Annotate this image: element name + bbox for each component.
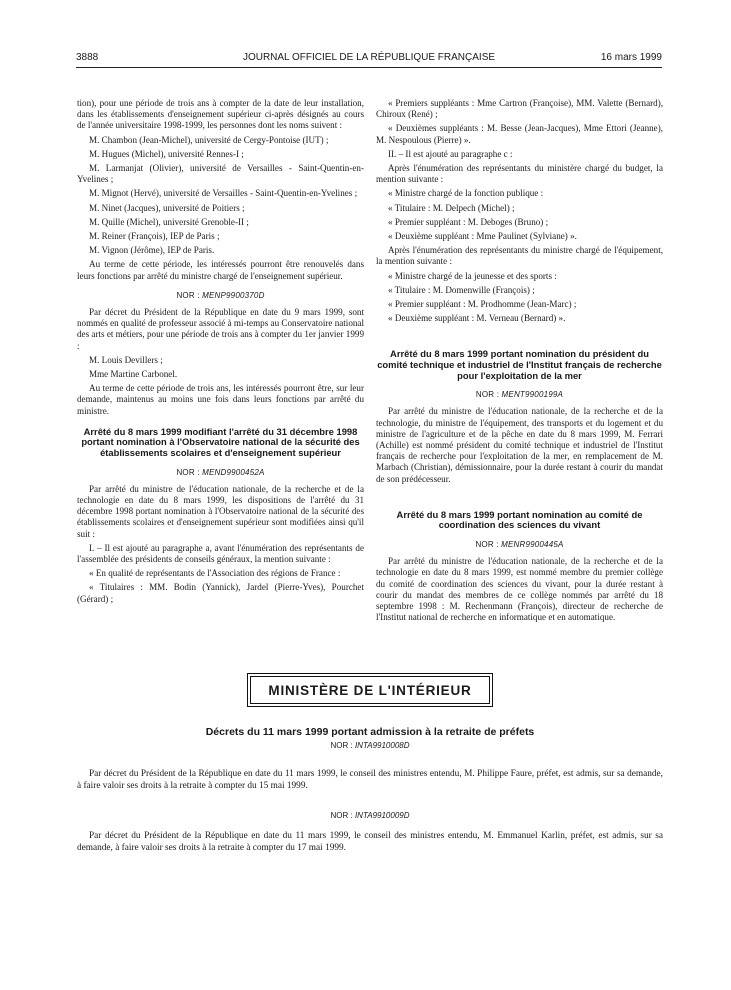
nor-code: INTA9910009D — [354, 811, 410, 820]
paragraph: I. – Il est ajouté au paragraphe a, avant l'énumération des représentants de l'assemblée des présidents de conseils généraux, la mention suivante : — [77, 542, 364, 565]
right-column — [376, 98, 663, 626]
nor-code: MEND9900452A — [202, 467, 265, 477]
paragraph: Par arrêté du ministre de l'éducation nationale, de la recherche et de la technologie en date du 8 mars 1999, est nommé membre du premier collège du comité de coordination des sciences du vivant, pour la durée restant à courir du mandat des membres de ce collège nommés par arrêté du 18 septembre 1998 : M. Rechenmann (François), directeur de recherche de l'Institut national de recherche en informatique et en automatique. — [376, 556, 663, 623]
paragraph: « Titulaires : MM. Bodin (Yannick), Jardel (Pierre-Yves), Pourchet (Gérard) ; — [77, 582, 364, 604]
issue-date: 16 mars 1999 — [600, 52, 662, 63]
paragraph: « Titulaire : M. Delpech (Michel) ; — [388, 202, 515, 213]
nor-code: MENT9900199A — [501, 390, 564, 400]
name-item: M. Louis Devillers ; — [89, 354, 163, 365]
page-number: 3888 — [76, 52, 99, 63]
nor-reference — [376, 389, 663, 400]
paragraph: Par décret du Président de la République en date du 11 mars 1999, le conseil des ministres entendu, M. Philippe Faure, préfet, est admis, sur sa demande, à faire valoir ses droits à la retraite à compter du 15 mai 1999. — [77, 769, 663, 791]
paragraph: « Premier suppléant : M. Prodhomme (Jean-Marc) ; — [388, 299, 577, 310]
nor-label: NOR : — [330, 741, 355, 750]
name-item: M. Ninet (Jacques), université de Poitiers ; — [89, 202, 245, 213]
nor-reference — [77, 810, 663, 822]
section-title: Arrêté du 8 mars 1999 modifiant l'arrêté du 31 décembre 1998 portant nomination à l'Observatoire national de la sécurité des établissements scolaires et d'enseignement supérieur — [81, 425, 360, 459]
section-title: Décrets du 11 mars 1999 portant admission à la retraite de préfets — [205, 726, 535, 738]
nor-reference — [77, 290, 364, 301]
page-header — [76, 52, 662, 66]
journal-title: JOURNAL OFFICIEL DE LA RÉPUBLIQUE FRANÇAISE — [242, 52, 496, 63]
header-rule — [76, 67, 662, 68]
nor-reference — [77, 467, 364, 478]
nor-reference — [77, 740, 663, 752]
nor-label: NOR : — [475, 390, 502, 400]
paragraph: Après l'énumération des représentants du ministère chargé du budget, la mention suivante : — [376, 163, 663, 185]
nor-code: INTA9910008D — [354, 741, 410, 750]
paragraph: Après l'énumération des représentants du ministre chargé de l'équipement, la mention suivante : — [376, 245, 663, 267]
paragraph: « En qualité de représentants de l'Association des régions de France : — [89, 568, 341, 579]
paragraph: « Titulaire : M. Domenwille (François) ; — [388, 284, 535, 295]
name-item: M. Chambon (Jean-Michel), université de Cergy-Pontoise (IUT) ; — [89, 134, 329, 145]
paragraph: « Ministre chargé de la jeunesse et des sports : — [388, 270, 557, 281]
left-column — [77, 98, 364, 608]
name-item: M. Reiner (François), IEP de Paris ; — [89, 231, 220, 242]
nor-label: NOR : — [330, 811, 355, 820]
paragraph: Par décret du Président de la République en date du 9 mars 1999, sont nommés en qualité de professeur associé à mi-temps au Conservatoire national des arts et métiers, pour une période de trois ans à compter du 1er janvier 1999 : — [77, 307, 364, 351]
paragraph: II. – Il est ajouté au paragraphe c : — [388, 148, 513, 159]
nor-label: NOR : — [475, 540, 502, 550]
paragraph: « Deuxième suppléant : Mme Paulinet (Sylviane) ». — [388, 231, 577, 242]
bottom-title-block — [77, 726, 663, 752]
name-item: M. Mignot (Hervé), université de Versailles - Saint-Quentin-en-Yvelines ; — [89, 188, 358, 199]
nor-label: NOR : — [176, 467, 203, 477]
paragraph: « Deuxièmes suppléants : M. Besse (Jean-Jacques), Mme Ettori (Jeanne), M. Nespoulous (Pierre) ». — [376, 123, 663, 145]
paragraph: « Premier suppléant : M. Deboges (Bruno) ; — [388, 216, 549, 227]
name-item: M. Quille (Michel), université Grenoble-II ; — [89, 216, 249, 227]
paragraph: tion), pour une période de trois ans à compter de la date de leur installation, dans les établissements d'enseignement supérieur ci-après désignés au cours de l'année universitaire 1998-1999, les personnes dont les noms suivent : — [77, 98, 364, 131]
paragraph: Par arrêté du ministre de l'éducation nationale, de la recherche et de la technologie, du ministre de l'équipement, des transports et du logement et du ministre de l'agriculture et de la pêche en date du 8 mars 1999, M. Ferrari (Achille) est nommé président du comité technique et industriel de l'Institut français de recherche pour l'exploitation de la mer, en remplacement de M. Marbach (Christian), démissionnaire, pour la durée restant à courir du mandat de son prédécesseur. — [376, 406, 663, 484]
section-title: Arrêté du 8 mars 1999 portant nomination du président du comité technique et industriel de l'Institut français de recherche pour l'exploitation de la mer — [377, 348, 662, 381]
name-item: M. Vignon (Jérôme), IEP de Paris. — [89, 245, 215, 256]
nor-code: MENR9900445A — [501, 540, 564, 550]
name-item: Mme Martine Carbonel. — [89, 369, 178, 380]
paragraph: Au terme de cette période, les intéressés pourront être renouvelés dans leurs fonctions par arrêté du ministre chargé de l'enseignement supérieur. — [77, 259, 364, 281]
ministry-heading-box: MINISTÈRE DE L'INTÉRIEUR — [250, 676, 490, 704]
name-item: M. Larmanjat (Olivier), université de Versailles - Saint-Quentin-en-Yvelines ; — [77, 163, 364, 185]
decree-paragraph-2 — [77, 830, 663, 854]
nor-code: MENP9900370D — [202, 290, 265, 300]
paragraph: Par arrêté du ministre de l'éducation nationale, de la recherche et de la technologie en date du 8 mars 1999, les dispositions de l'arrêté du 31 décembre 1998 portant nomination à l'Observatoire national de la sécurité des établissements scolaires et d'enseignement supérieur sont modifiées ainsi qu'il suit : — [77, 483, 364, 539]
nor-label: NOR : — [176, 290, 203, 300]
section-title: Arrêté du 8 mars 1999 portant nomination au comité de coordination des sciences du vivant — [396, 508, 643, 531]
paragraph: « Ministre chargé de la fonction publique : — [388, 188, 544, 199]
nor-reference — [376, 539, 663, 550]
name-item: M. Hugues (Michel), université Rennes-I ; — [89, 148, 244, 159]
paragraph: « Deuxième suppléant : M. Verneau (Bernard) ». — [388, 313, 566, 324]
decree-paragraph-1 — [77, 768, 663, 792]
paragraph: Au terme de cette période de trois ans, les intéressés pourront être, sur leur demande, maintenus au moins une fois dans leurs fonctions par arrêté du ministre. — [77, 383, 364, 416]
paragraph: « Premiers suppléants : Mme Cartron (Françoise), MM. Valette (Bernard), Chiroux (René) ; — [376, 98, 663, 120]
nor-block-2 — [77, 808, 663, 822]
paragraph: Par décret du Président de la République en date du 11 mars 1999, le conseil des ministres entendu, M. Emmanuel Karlin, préfet, est admis, sur sa demande, à faire valoir ses droits à la retraite à compter du 17 mai 1999. — [77, 831, 663, 853]
